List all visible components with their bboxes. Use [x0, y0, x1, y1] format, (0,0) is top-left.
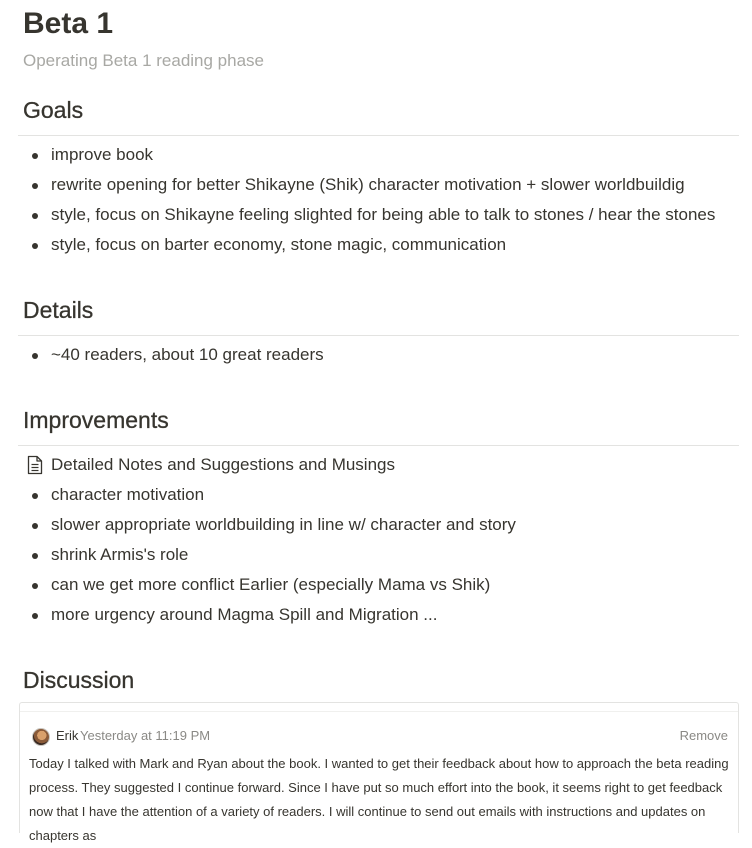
comment-timestamp: Yesterday at 11:19 PM	[80, 728, 211, 743]
details-divider	[18, 335, 739, 336]
details-heading[interactable]: Details	[23, 297, 94, 323]
bullet-icon	[32, 183, 38, 189]
comment-body[interactable]: Today I talked with Mark and Ryan about the book. I wanted to get their feedback about how to approach the beta reading process. They suggested I continue forward. Since I have put so much effort into the book, it seems right to get feedback now that I have the attention of a variety of readers. I will continue to send out emails with instructions and updates on chapters as	[29, 756, 729, 843]
improvements-heading[interactable]: Improvements	[23, 407, 169, 433]
bullet-icon	[32, 523, 38, 529]
improvements-list	[0, 450, 752, 630]
bullet-icon	[32, 493, 38, 499]
goals-heading[interactable]: Goals	[23, 97, 84, 123]
list-item-text: style, focus on barter economy, stone magic, communication	[51, 235, 507, 254]
bullet-icon	[32, 153, 38, 159]
list-item-text: improve book	[51, 145, 154, 164]
list-item[interactable]	[0, 230, 752, 260]
list-item[interactable]	[0, 170, 752, 200]
list-item[interactable]	[0, 140, 752, 170]
list-item[interactable]	[0, 600, 752, 630]
details-list	[0, 340, 752, 370]
linked-page-title: Detailed Notes and Suggestions and Musings	[51, 455, 395, 474]
list-item[interactable]	[0, 340, 752, 370]
bullet-icon	[32, 613, 38, 619]
bullet-icon	[32, 583, 38, 589]
bullet-icon	[32, 243, 38, 249]
page-icon	[26, 455, 44, 475]
list-item[interactable]	[0, 540, 752, 570]
list-item-text: style, focus on Shikayne feeling slighted for being able to talk to stones / hear the stones	[51, 205, 716, 224]
list-item-text: more urgency around Magma Spill and Migration ...	[51, 605, 438, 624]
avatar	[32, 728, 50, 746]
list-item-text: slower appropriate worldbuilding in line w/ character and story	[51, 515, 516, 534]
goals-divider	[18, 135, 739, 136]
linked-page[interactable]	[0, 450, 752, 480]
list-item[interactable]	[0, 570, 752, 600]
discussion-heading[interactable]: Discussion	[23, 667, 135, 693]
bullet-icon	[32, 213, 38, 219]
remove-comment-button[interactable]: Remove	[679, 728, 728, 743]
bullet-icon	[32, 553, 38, 559]
list-item-text: character motivation	[51, 485, 205, 504]
list-item[interactable]	[0, 200, 752, 230]
improvements-divider	[18, 445, 739, 446]
comment-author: Erik	[56, 728, 79, 743]
discussion-thread	[19, 702, 739, 843]
list-item[interactable]	[0, 480, 752, 510]
page-title[interactable]: Beta 1	[23, 7, 114, 40]
list-item[interactable]	[0, 510, 752, 540]
bullet-icon	[32, 353, 38, 359]
comment	[20, 711, 738, 843]
list-item-text: shrink Armis's role	[51, 545, 189, 564]
list-item-text: rewrite opening for better Shikayne (Shik) character motivation + slower worldbuildig	[51, 175, 685, 194]
list-item-text: can we get more conflict Earlier (especially Mama vs Shik)	[51, 575, 491, 594]
list-item-text: ~40 readers, about 10 great readers	[51, 345, 324, 364]
goals-list	[0, 140, 752, 260]
page-subtitle[interactable]: Operating Beta 1 reading phase	[23, 51, 265, 70]
